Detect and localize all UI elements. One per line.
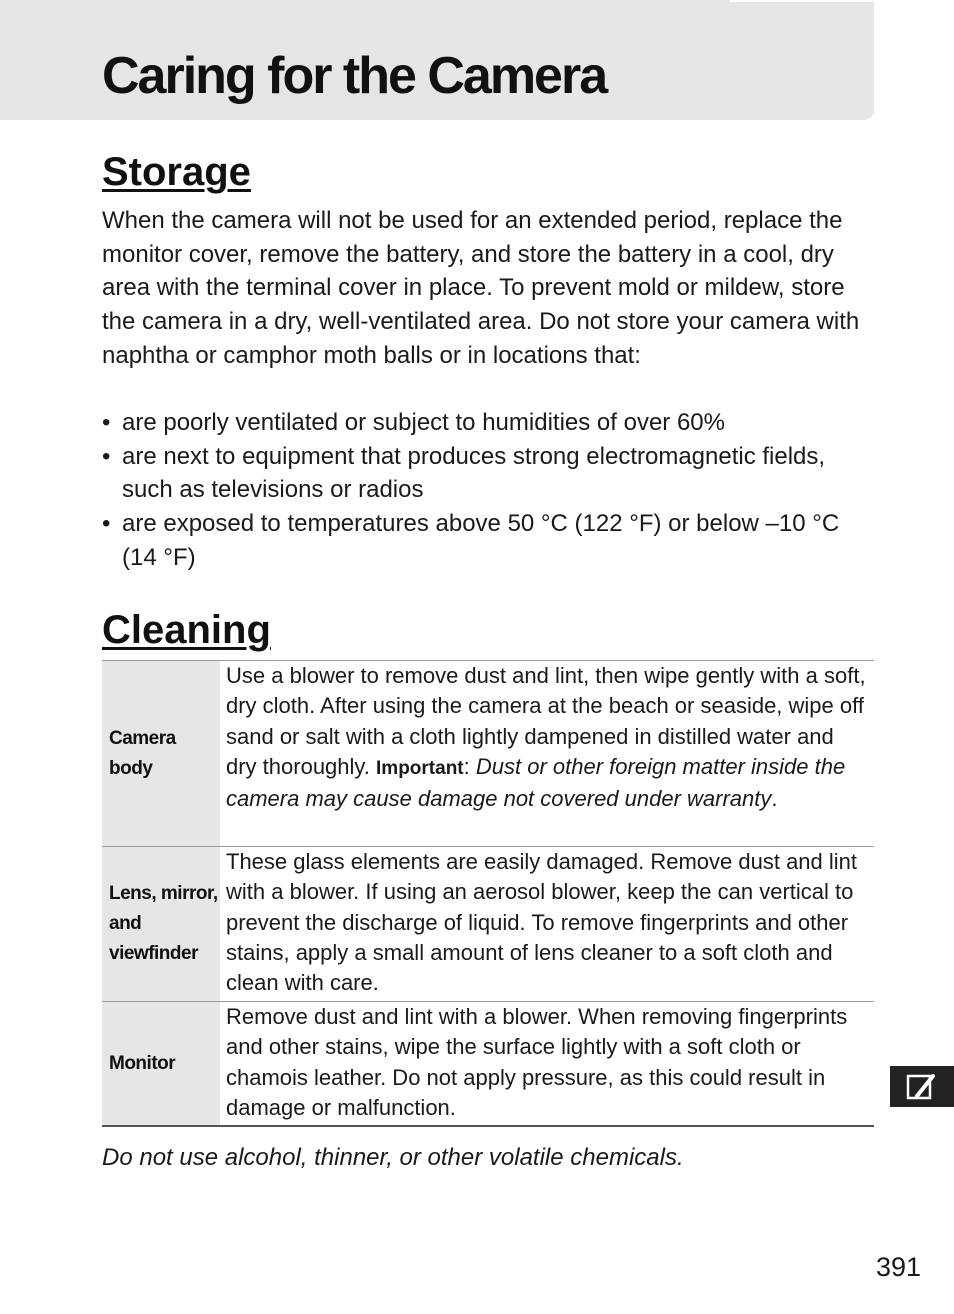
row-text: Use a blower to remove dust and lint, then wipe gently with a soft, dry cloth. After using the camera at the beach or seaside, wipe off sand or salt with a cloth lightly dampened in distilled water and dry thoroughly. bbox=[226, 663, 866, 779]
list-item bbox=[102, 440, 874, 507]
important-separator: : bbox=[463, 753, 470, 779]
page-number: 391 bbox=[876, 1252, 922, 1282]
row-label-camera-body: Camera body bbox=[102, 661, 220, 847]
title-band-edge bbox=[730, 0, 874, 2]
bullet-mark: • bbox=[102, 510, 111, 538]
row-text-camera-body bbox=[220, 661, 874, 847]
table-row bbox=[102, 1002, 874, 1127]
section-tab bbox=[890, 1066, 954, 1107]
list-item-text: are next to equipment that produces strong electromagnetic fields, such as televisions or radios bbox=[122, 442, 826, 504]
cleaning-heading: Cleaning bbox=[102, 608, 271, 652]
bullet-mark: • bbox=[102, 409, 111, 436]
storage-bullet-list bbox=[102, 406, 874, 575]
list-item bbox=[102, 406, 874, 440]
table-row bbox=[102, 847, 874, 1002]
bullet-mark: • bbox=[102, 442, 111, 470]
row-text-lens-mirror-viewfinder: These glass elements are easily damaged. Remove dust and lint with a blower. If using an aerosol blower, keep the can vertical to prevent the discharge of liquid. To remove fingerprints and other stains, apply a small amount of lens cleaner to a soft cloth and clean with care. bbox=[226, 849, 858, 996]
storage-heading: Storage bbox=[102, 150, 251, 194]
cleaning-warning-note: Do not use alcohol, thinner, or other volatile chemicals. bbox=[102, 1144, 684, 1171]
table-row bbox=[102, 661, 874, 847]
row-label-lens-mirror-viewfinder: Lens, mirror, and viewfinder bbox=[102, 847, 220, 1002]
row-label-monitor: Monitor bbox=[102, 1002, 220, 1127]
list-item-text: are exposed to temperatures above 50 °C (122 °F) or below –10 °C (14 °F) bbox=[122, 510, 840, 571]
page-title: Caring for the Camera bbox=[102, 47, 607, 105]
storage-paragraph: When the camera will not be used for an extended period, replace the monitor cover, remove the battery, and store the battery in a cool, dry area with the terminal cover in place. To prevent mold or mildew, store the camera in a dry, well-ventilated area. Do not store your camera with naphtha or camphor moth balls or in locations that: bbox=[102, 207, 860, 369]
row-text-monitor: Remove dust and lint with a blower. When removing fingerprints and other stains, wipe the surface lightly with a soft cloth or chamois leather. Do not apply pressure, as this could result in damage or malfunction. bbox=[226, 1004, 848, 1120]
pencil-notes-icon bbox=[905, 1072, 939, 1102]
list-item-text: are poorly ventilated or subject to humidities of over 60% bbox=[122, 409, 725, 436]
sentence-end: . bbox=[771, 786, 778, 812]
important-label: Important bbox=[376, 757, 464, 779]
list-item bbox=[102, 507, 874, 574]
cleaning-table bbox=[102, 660, 874, 1127]
important-warning: Dust or other foreign matter inside the camera may cause damage not covered under warranty bbox=[226, 753, 846, 812]
